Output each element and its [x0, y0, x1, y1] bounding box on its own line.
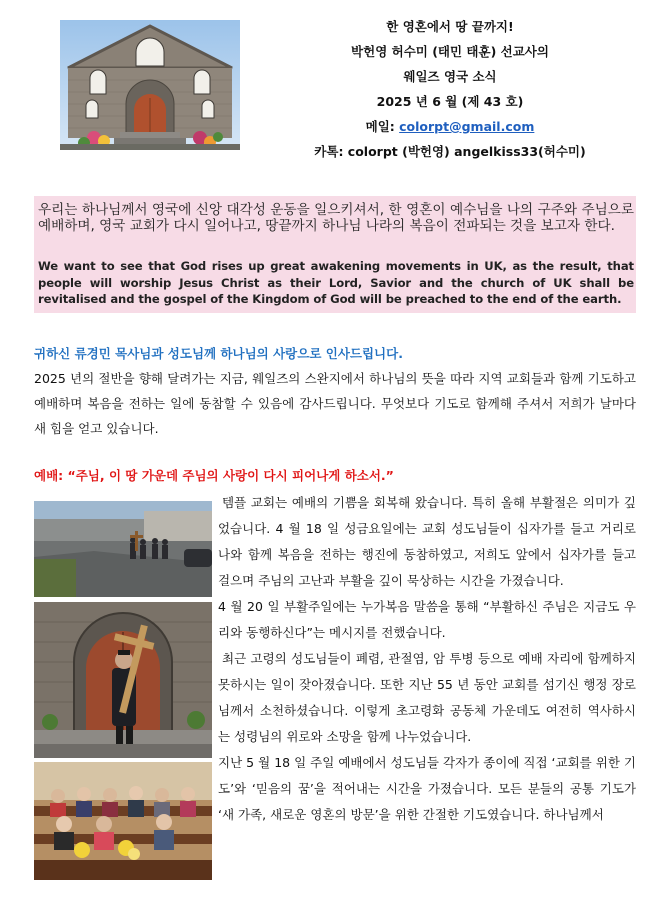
worship-paragraph-2: 4 월 20 일 부활주일에는 누가복음 말씀을 통해 “부활하신 주님은 지금도 우리와 동행하신다”는 메시지를 전했습니다.: [218, 599, 636, 640]
worship-paragraph-3: 최근 고령의 성도님들이 폐렴, 관절염, 암 투병 등으로 예배 자리에 함께하지 못하시는 일이 잦아졌습니다. 또한 지난 55 년 동안 교회를 섬기신 행정 장로님께서 소천하셨습니다. 이렇게 초고령화 공동체 가운데도 여전히 역사하시는 성령님의 위로와 소망을 함께 나누었습니다.: [218, 651, 636, 744]
header-missionaries: 박헌영 허수미 (태민 태훈) 선교사의: [351, 44, 549, 59]
vision-english: We want to see that God rises up great awakening movements in UK, as the result, that people will worship Jesus Christ as their Lord, Savior and the church of UK shall be revitalised and the gospel of the Kingdom of God will be preached to the end of the earth.: [38, 259, 634, 306]
header-kakao: 카톡: colorpt (박헌영) angelkiss33(허수미): [314, 144, 586, 159]
worship-paragraph-1: 템플 교회는 예배의 기쁨을 회복해 왔습니다. 특히 올해 부활절은 의미가 깊었습니다. 4 월 18 일 성금요일에는 교회 성도님들이 십자가를 들고 거리로 나와 함께 복음을 전하는 행진에 동참하였고, 저희도 앞에서 십자가를 들고 걸으며 주님의 고난과 부활을 깊이 묵상하는 시간을 가졌습니다.: [218, 495, 636, 588]
email-label: 메일:: [365, 119, 400, 134]
intro-paragraph: 2025 년의 절반을 향해 달려가는 지금, 웨일즈의 스완지에서 하나님의 뜻을 따라 지역 교회들과 함께 기도하고 예배하며 복음을 전하는 일에 동참할 수 있음에 감사드립니다. 무엇보다 기도로 함께해 주셔서 저희가 날마다 새 힘을 얻고 있습니다.: [34, 371, 636, 436]
header-slogan: 한 영혼에서 땅 끝까지!: [386, 19, 514, 34]
email-link[interactable]: colorpt@gmail.com: [399, 119, 535, 134]
header-email-line: [250, 114, 650, 139]
header-region: 웨일즈 영국 소식: [403, 69, 497, 84]
church-building-photo: [60, 20, 240, 150]
worship-section-title: 예배: “주님, 이 땅 가운데 주님의 사랑이 다시 피어나게 하소서.”: [34, 468, 394, 483]
newsletter-header: [250, 14, 650, 164]
greeting: 귀하신 류경민 목사님과 성도님께 하나님의 사랑으로 인사드립니다.: [34, 346, 403, 361]
worship-body: [218, 490, 636, 828]
good-friday-procession-photo: [34, 501, 212, 597]
vision-box: [34, 196, 636, 313]
header-issue: 2025 년 6 월 (제 43 호): [376, 94, 524, 109]
vision-korean: 우리는 하나님께서 영국에 신앙 대각성 운동을 일으키셔서, 한 영혼이 예수님을 나의 구주와 주님으로 예배하며, 영국 교회가 다시 일어나고, 땅끝까지 하나님 나라의 복음이 전파되는 것을 보고자 한다.: [38, 202, 634, 234]
easter-cross-photo: [34, 602, 212, 758]
worship-paragraph-4: 지난 5 월 18 일 주일 예배에서 성도님들 각자가 종이에 직접 ‘교회를 위한 기도’와 ‘믿음의 꿈’을 적어내는 시간을 가졌습니다. 모든 분들의 공통 기도가 ‘새 가족, 새로운 영혼의 방문’을 위한 간절한 기도였습니다. 하나님께서: [218, 755, 636, 822]
congregation-photo: [34, 762, 212, 880]
